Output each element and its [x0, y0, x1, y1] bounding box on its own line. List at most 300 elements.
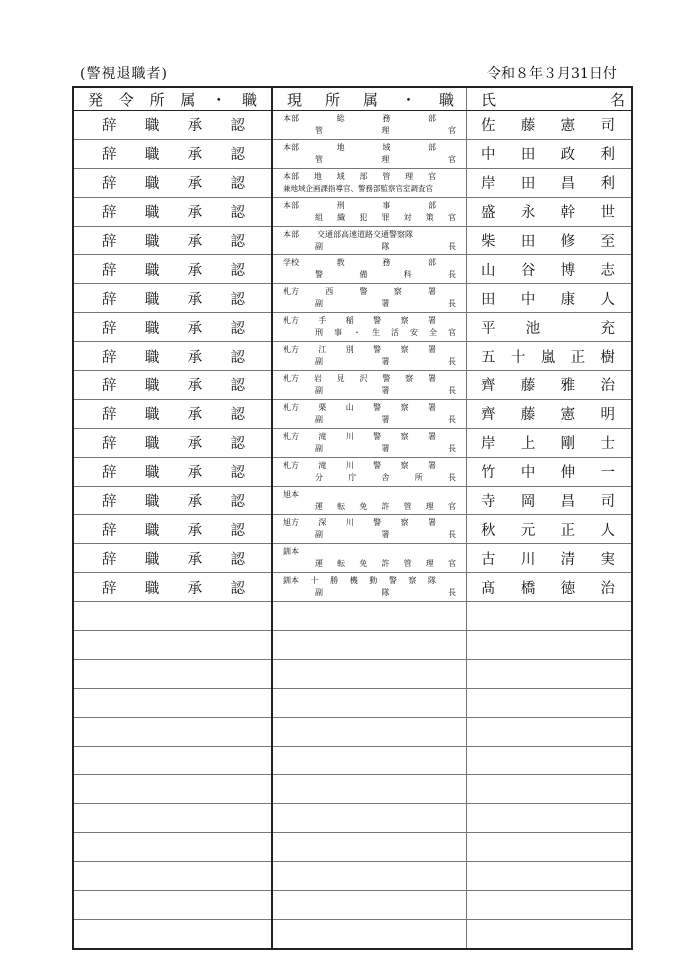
title-part: 組 [315, 212, 323, 222]
org-part: 本部 [283, 200, 299, 210]
org-part: 札方 [283, 460, 299, 470]
org-part: 隊 [427, 576, 436, 586]
order-cell [73, 428, 272, 457]
name-char: 竹 [481, 465, 496, 482]
name-char: 正 [560, 522, 576, 539]
order-cell [73, 804, 272, 833]
name-char: 博 [560, 262, 576, 279]
title-part: 副 [315, 530, 323, 540]
name-cell [467, 573, 633, 602]
name-cell [467, 342, 633, 371]
table-row [73, 284, 632, 313]
title-part: 長 [448, 357, 456, 367]
org-part: 警 [373, 518, 382, 528]
org-part: 総 [336, 113, 345, 123]
org-part: 本部 [283, 142, 299, 152]
order-char: 職 [144, 291, 160, 308]
title-part: 署 [381, 385, 390, 395]
order-char: 承 [187, 234, 203, 250]
name-cell [467, 746, 633, 775]
org-part: 署 [427, 431, 436, 441]
header-char: 職 [438, 90, 454, 109]
order-cell [73, 399, 272, 428]
title-part: 長 [448, 414, 456, 424]
order-cell [73, 486, 272, 515]
org-part: 西 [325, 287, 334, 297]
order-char: 認 [230, 349, 245, 366]
order-char: 認 [230, 580, 245, 597]
name-char: 雅 [560, 378, 576, 395]
title-part: 署 [381, 414, 390, 424]
title-part: 長 [448, 299, 456, 309]
title-part: 長 [448, 241, 456, 251]
order-cell [73, 833, 272, 862]
title-part: 免 [359, 501, 368, 511]
title-part: 対 [403, 212, 412, 222]
org-part: 札方 [283, 373, 299, 383]
order-char: 認 [230, 234, 245, 250]
title-part: 織 [337, 212, 346, 222]
header-char: ・ [400, 90, 416, 109]
order-char: 承 [187, 522, 203, 539]
title-part: 理 [381, 154, 390, 164]
header-char: 令 [118, 90, 134, 109]
order-char: 承 [187, 378, 203, 395]
order-cell [73, 139, 272, 168]
position-cell [272, 428, 467, 457]
org-part: 察 [400, 345, 409, 355]
title-part: 事 [334, 328, 342, 338]
order-char: 承 [187, 551, 203, 568]
title-part: 全 [429, 328, 437, 338]
org-part: 釧本 [283, 576, 299, 586]
table-row [73, 544, 632, 573]
title-part: 分 [315, 472, 323, 482]
name-cell [467, 111, 633, 140]
org-part: 警 [388, 576, 397, 586]
org-part: 域 [382, 142, 391, 152]
title-part: 運 [315, 559, 323, 569]
position-cell [272, 891, 467, 920]
order-char: 職 [144, 436, 160, 453]
order-cell [73, 168, 272, 197]
name-cell [467, 891, 633, 920]
name-char: 五 [481, 349, 496, 366]
org-part: 滝 [318, 431, 327, 441]
table-row [73, 399, 632, 428]
order-char: 承 [187, 349, 203, 366]
title-part: 活 [391, 328, 399, 338]
org-part: 警 [373, 460, 382, 470]
position-cell [272, 255, 467, 284]
order-char: 職 [144, 147, 160, 164]
name-cell [467, 688, 633, 717]
title-part: 転 [337, 501, 346, 511]
table-row [73, 428, 632, 457]
name-cell [467, 862, 633, 891]
order-char: 職 [144, 551, 160, 568]
name-cell [467, 659, 633, 688]
name-char: 田 [481, 291, 496, 308]
name-cell [467, 399, 633, 428]
title-part: 理 [425, 559, 434, 569]
order-char: 認 [230, 320, 245, 337]
title-part: 長 [448, 443, 456, 453]
name-char: 司 [600, 118, 615, 135]
position-cell [272, 804, 467, 833]
name-char: 齊 [481, 407, 496, 424]
name-char: 伸 [560, 465, 576, 482]
org-part: 地 [313, 171, 322, 181]
order-char: 承 [187, 176, 203, 193]
title-part: 管 [315, 125, 323, 135]
order-char: 職 [144, 407, 160, 424]
org-part: 警 [373, 431, 382, 441]
name-char: 齊 [481, 378, 496, 395]
name-cell [467, 428, 633, 457]
name-char: 康 [560, 291, 576, 308]
table-row [73, 313, 632, 342]
order-char: 辞 [102, 580, 117, 597]
name-char: 岸 [481, 436, 496, 453]
title-part: 長 [448, 588, 456, 598]
order-char: 職 [144, 176, 160, 193]
order-char: 辞 [102, 262, 117, 279]
org-part: 察 [400, 518, 409, 528]
header-char: 現 [287, 90, 303, 109]
order-char: 辞 [102, 118, 117, 135]
org-part: 札方 [283, 316, 299, 326]
table-row [73, 602, 632, 631]
name-char: 利 [600, 147, 615, 164]
title-part: 科 [403, 270, 412, 280]
position-cell [272, 371, 467, 400]
position-cell [272, 399, 467, 428]
header-char: 氏 [481, 90, 497, 109]
title-part: 署 [381, 443, 390, 453]
org-part: 江 [318, 345, 327, 355]
name-char: 藤 [520, 378, 536, 395]
title-part: 隊 [381, 241, 390, 251]
title-part: 安 [410, 328, 418, 338]
title-part: 副 [315, 588, 323, 598]
title-part: 署 [381, 357, 390, 367]
order-cell [73, 197, 272, 226]
org-part: 札方 [283, 287, 299, 297]
position-cell [272, 515, 467, 544]
order-cell [73, 371, 272, 400]
order-char: 職 [144, 349, 160, 366]
title-part: 理 [381, 125, 390, 135]
org-part: 察 [400, 316, 409, 326]
name-cell [467, 226, 633, 255]
title-part: 免 [359, 559, 368, 569]
title-part: 管 [315, 154, 323, 164]
name-cell [467, 919, 633, 948]
name-cell [467, 631, 633, 660]
title-part: 長 [447, 270, 456, 280]
org-part: 機 [349, 576, 358, 586]
name-char: 憲 [560, 118, 576, 135]
name-char: 髙 [481, 580, 496, 597]
org-part: 察 [400, 402, 409, 412]
org-part: 察 [405, 373, 414, 383]
order-char: 辞 [102, 205, 117, 222]
column-header-order-dept [73, 87, 272, 111]
position-cell [272, 342, 467, 371]
org-part: 栗 [318, 402, 327, 412]
title-part: 副 [315, 357, 323, 367]
name-char: 昌 [560, 494, 576, 511]
org-part: 交通部高速道路交通警察隊 [317, 229, 413, 239]
effective-date: 令和８年３月31日付 [487, 66, 617, 82]
org-part: 察 [400, 460, 409, 470]
table-header-row [73, 87, 632, 111]
title-part: 舎 [381, 472, 390, 482]
order-char: 辞 [102, 407, 117, 424]
name-char: 上 [520, 436, 536, 453]
org-part: 務 [382, 113, 391, 123]
position-cell [272, 631, 467, 660]
org-part: 動 [369, 576, 378, 586]
name-char: 利 [600, 176, 615, 193]
header-char: 属 [362, 90, 378, 109]
position-cell [272, 111, 467, 140]
table-row [73, 631, 632, 660]
org-part: 警 [373, 402, 382, 412]
position-cell [272, 168, 467, 197]
order-char: 認 [230, 205, 245, 222]
table-row [73, 168, 632, 197]
title-part: 署 [381, 530, 390, 540]
order-cell [73, 255, 272, 284]
order-char: 承 [187, 147, 203, 164]
org-part: 警 [373, 345, 382, 355]
name-cell [467, 457, 633, 486]
org-part: 本部 [283, 171, 299, 181]
name-char: 岸 [481, 176, 496, 193]
order-char: 承 [187, 494, 203, 511]
table-row [73, 255, 632, 284]
org-part: 旭方 [283, 518, 299, 528]
name-char: 政 [560, 147, 576, 164]
position-cell [272, 862, 467, 891]
position-cell [272, 833, 467, 862]
order-char: 承 [187, 465, 203, 482]
title-part: 長 [448, 385, 456, 395]
position-cell [272, 775, 467, 804]
position-cell [272, 688, 467, 717]
table-row [73, 659, 632, 688]
name-char: 修 [560, 234, 576, 250]
order-char: 辞 [102, 494, 117, 511]
name-char: 山 [481, 262, 496, 279]
table-row [73, 371, 632, 400]
name-char: 藤 [520, 118, 536, 135]
name-char: 清 [560, 551, 576, 568]
header-char: ・ [211, 90, 227, 109]
header-char: 名 [609, 90, 625, 109]
name-char: 平 [481, 320, 496, 337]
name-char: 志 [600, 262, 615, 279]
column-header-name [467, 87, 633, 111]
order-char: 辞 [102, 320, 117, 337]
org-part: 域 [336, 171, 345, 181]
header-char: 所 [149, 90, 165, 109]
order-cell [73, 544, 272, 573]
table-row [73, 111, 632, 140]
column-header-current-dept [272, 87, 467, 111]
name-char: 中 [481, 147, 496, 164]
name-char: 池 [525, 320, 541, 337]
order-char: 認 [230, 522, 245, 539]
table-row [73, 833, 632, 862]
position-cell [272, 197, 467, 226]
name-char: 盛 [481, 205, 496, 222]
name-char: 世 [600, 205, 615, 222]
name-char: 柴 [481, 234, 496, 250]
title-part: 警 [315, 270, 323, 280]
title-part: 理 [425, 501, 434, 511]
org-part: 稲 [345, 316, 354, 326]
org-part: 地 [336, 142, 345, 152]
name-char: 十 [510, 349, 526, 366]
order-char: 承 [187, 436, 203, 453]
order-char: 辞 [102, 465, 117, 482]
title-part: 庁 [348, 472, 357, 482]
org-part: 沢 [359, 373, 368, 383]
org-part: 察 [408, 576, 417, 586]
order-char: 職 [144, 118, 160, 135]
org-part: 学校 [283, 258, 299, 268]
table-row [73, 862, 632, 891]
title-part: 兼地域企画課指導官、警務部監察官室調査官 [283, 183, 433, 193]
order-char: 認 [230, 494, 245, 511]
title-part: 策 [425, 212, 434, 222]
name-char: 樹 [600, 349, 615, 366]
title-part: 官 [448, 125, 456, 135]
position-cell [272, 486, 467, 515]
org-part: 旭本 [283, 489, 299, 499]
table-row [73, 717, 632, 746]
order-char: 職 [144, 378, 160, 395]
name-cell [467, 486, 633, 515]
order-char: 辞 [102, 234, 117, 250]
org-part: 川 [345, 431, 354, 441]
org-part: 札方 [283, 402, 299, 412]
name-char: 寺 [481, 494, 496, 511]
position-cell [272, 919, 467, 948]
table-row [73, 775, 632, 804]
order-char: 承 [187, 262, 203, 279]
order-char: 認 [230, 551, 245, 568]
order-char: 承 [187, 407, 203, 424]
position-cell [272, 717, 467, 746]
name-char: 人 [600, 291, 615, 308]
header-char: 属 [180, 90, 196, 109]
org-part: 察 [393, 287, 402, 297]
org-part: 署 [427, 345, 436, 355]
header-char: 発 [88, 90, 104, 109]
position-cell [272, 602, 467, 631]
order-cell [73, 515, 272, 544]
org-part: 別 [345, 345, 354, 355]
org-part: 札方 [283, 345, 299, 355]
order-char: 認 [230, 291, 245, 308]
title-part: 副 [315, 299, 323, 309]
order-char: 認 [230, 147, 245, 164]
order-char: 認 [230, 176, 245, 193]
name-char: 実 [600, 551, 615, 568]
title-part: 官 [447, 212, 456, 222]
name-cell [467, 602, 633, 631]
org-part: 深 [318, 518, 327, 528]
order-char: 認 [230, 118, 245, 135]
table-row [73, 226, 632, 255]
name-char: 岡 [520, 494, 536, 511]
position-cell [272, 746, 467, 775]
order-char: 認 [230, 378, 245, 395]
order-cell [73, 631, 272, 660]
title-part: 管 [403, 559, 412, 569]
org-part: 教 [336, 258, 345, 268]
org-part: 十 [310, 576, 319, 586]
order-char: 認 [230, 436, 245, 453]
table-row [73, 139, 632, 168]
org-part: 理 [405, 171, 414, 181]
title-part: 転 [337, 559, 346, 569]
name-char: 田 [520, 147, 536, 164]
org-part: 署 [427, 518, 436, 528]
name-cell [467, 255, 633, 284]
order-cell [73, 313, 272, 342]
title-part: 官 [447, 559, 456, 569]
org-part: 署 [427, 460, 436, 470]
title-part: 刑 [315, 328, 323, 338]
name-char: 治 [600, 580, 615, 597]
org-part: 部 [427, 142, 436, 152]
org-part: 部 [427, 200, 436, 210]
name-char: 藤 [520, 407, 536, 424]
org-part: 手 [318, 316, 327, 326]
title-part: 副 [315, 385, 323, 395]
title-part: 官 [447, 501, 456, 511]
order-char: 辞 [102, 349, 117, 366]
name-char: 古 [481, 551, 496, 568]
title-part: 所 [414, 472, 423, 482]
title-part: 生 [372, 328, 380, 338]
title-part: 運 [315, 501, 323, 511]
name-char: 橋 [520, 580, 536, 597]
order-char: 認 [230, 262, 245, 279]
name-char: 元 [520, 522, 536, 539]
name-char: 治 [600, 378, 615, 395]
name-char: 永 [520, 205, 536, 222]
org-part: 釧本 [283, 547, 299, 557]
title-part: 長 [448, 530, 456, 540]
order-char: 辞 [102, 436, 117, 453]
name-cell [467, 833, 633, 862]
name-char: 至 [600, 234, 615, 250]
org-part: 察 [400, 431, 409, 441]
title-part: 署 [381, 299, 390, 309]
title-part: 官 [448, 154, 456, 164]
name-cell [467, 139, 633, 168]
org-part: 警 [382, 373, 391, 383]
name-char: 剛 [560, 436, 576, 453]
position-cell [272, 226, 467, 255]
position-cell [272, 573, 467, 602]
